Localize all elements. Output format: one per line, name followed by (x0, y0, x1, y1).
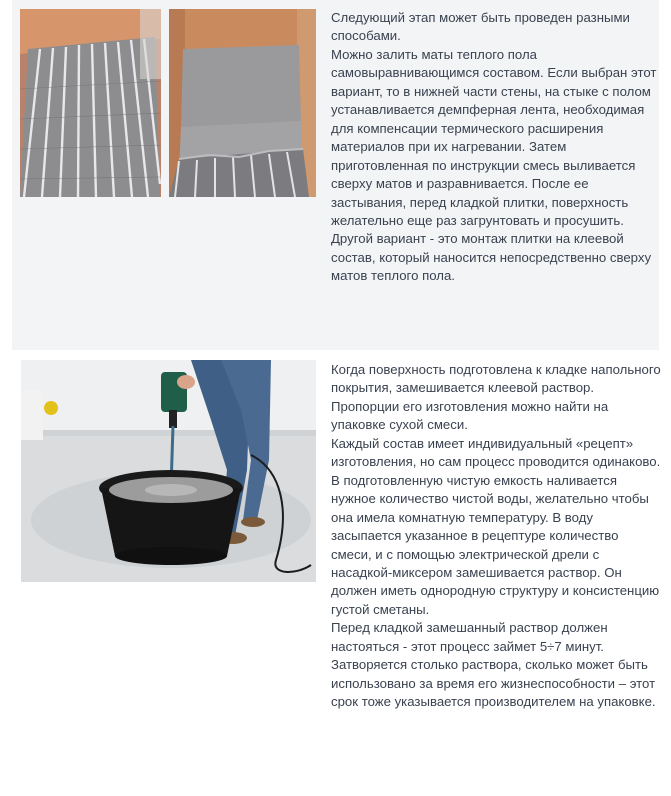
photo-self-leveling-pour (169, 9, 316, 197)
paragraph: Когда поверхность подготовлена к кладке напольного покрытия, замешивается клеевой раствор. Пропорции его изготовления можно найти на упаковке сухой смеси. (331, 362, 661, 433)
section2-text (331, 361, 661, 712)
paragraph: Каждый состав имеет индивидуальный «рецепт» изготовления, но сам процесс проводится одинаково. (331, 435, 661, 470)
paragraph: Следующий этап может быть проведен разными способами. (331, 10, 630, 44)
paragraph: Перед кладкой замешанный раствор должен настояться - этот процесс займет 5÷7 минут. (331, 620, 608, 654)
photo-floor-mats (20, 9, 161, 197)
paragraph: Другой вариант - это монтаж плитки на клеевой состав, который наносится непосредственно сверху матов теплого пола. (331, 231, 652, 284)
photo-mixing-adhesive (21, 360, 316, 582)
section1-text (331, 9, 661, 286)
paragraph: В подготовленную чистую емкость наливается нужное количество чистой воды, желательно чтобы она имела комнатную температуру. В воду засыпается указанное в рецептуре количество смеси, и с помощью электрической дрели с насадкой-миксером замешивается раствор. Он должен иметь однородную структуру и консистенцию густой сметаны. (331, 472, 660, 617)
paragraph: Затворяется столько раствора, сколько может быть использовано за время его жизнеспособности – этот срок тоже указывается производителем на упаковке. (331, 657, 656, 710)
paragraph: Можно залить маты теплого пола самовыравнивающимся составом. Если выбран этот вариант, то в нижней части стены, на стыке с полом устанавливается демпферная лента, необходимая для компенсации термического расширения материалов при их нагревании. Затем приготовленная по инструкции смесь выливается сверху матов и разравнивается. После ее застывания, перед кладкой плитки, поверхность желательно еще раз загрунтовать и просушить. (331, 46, 657, 228)
